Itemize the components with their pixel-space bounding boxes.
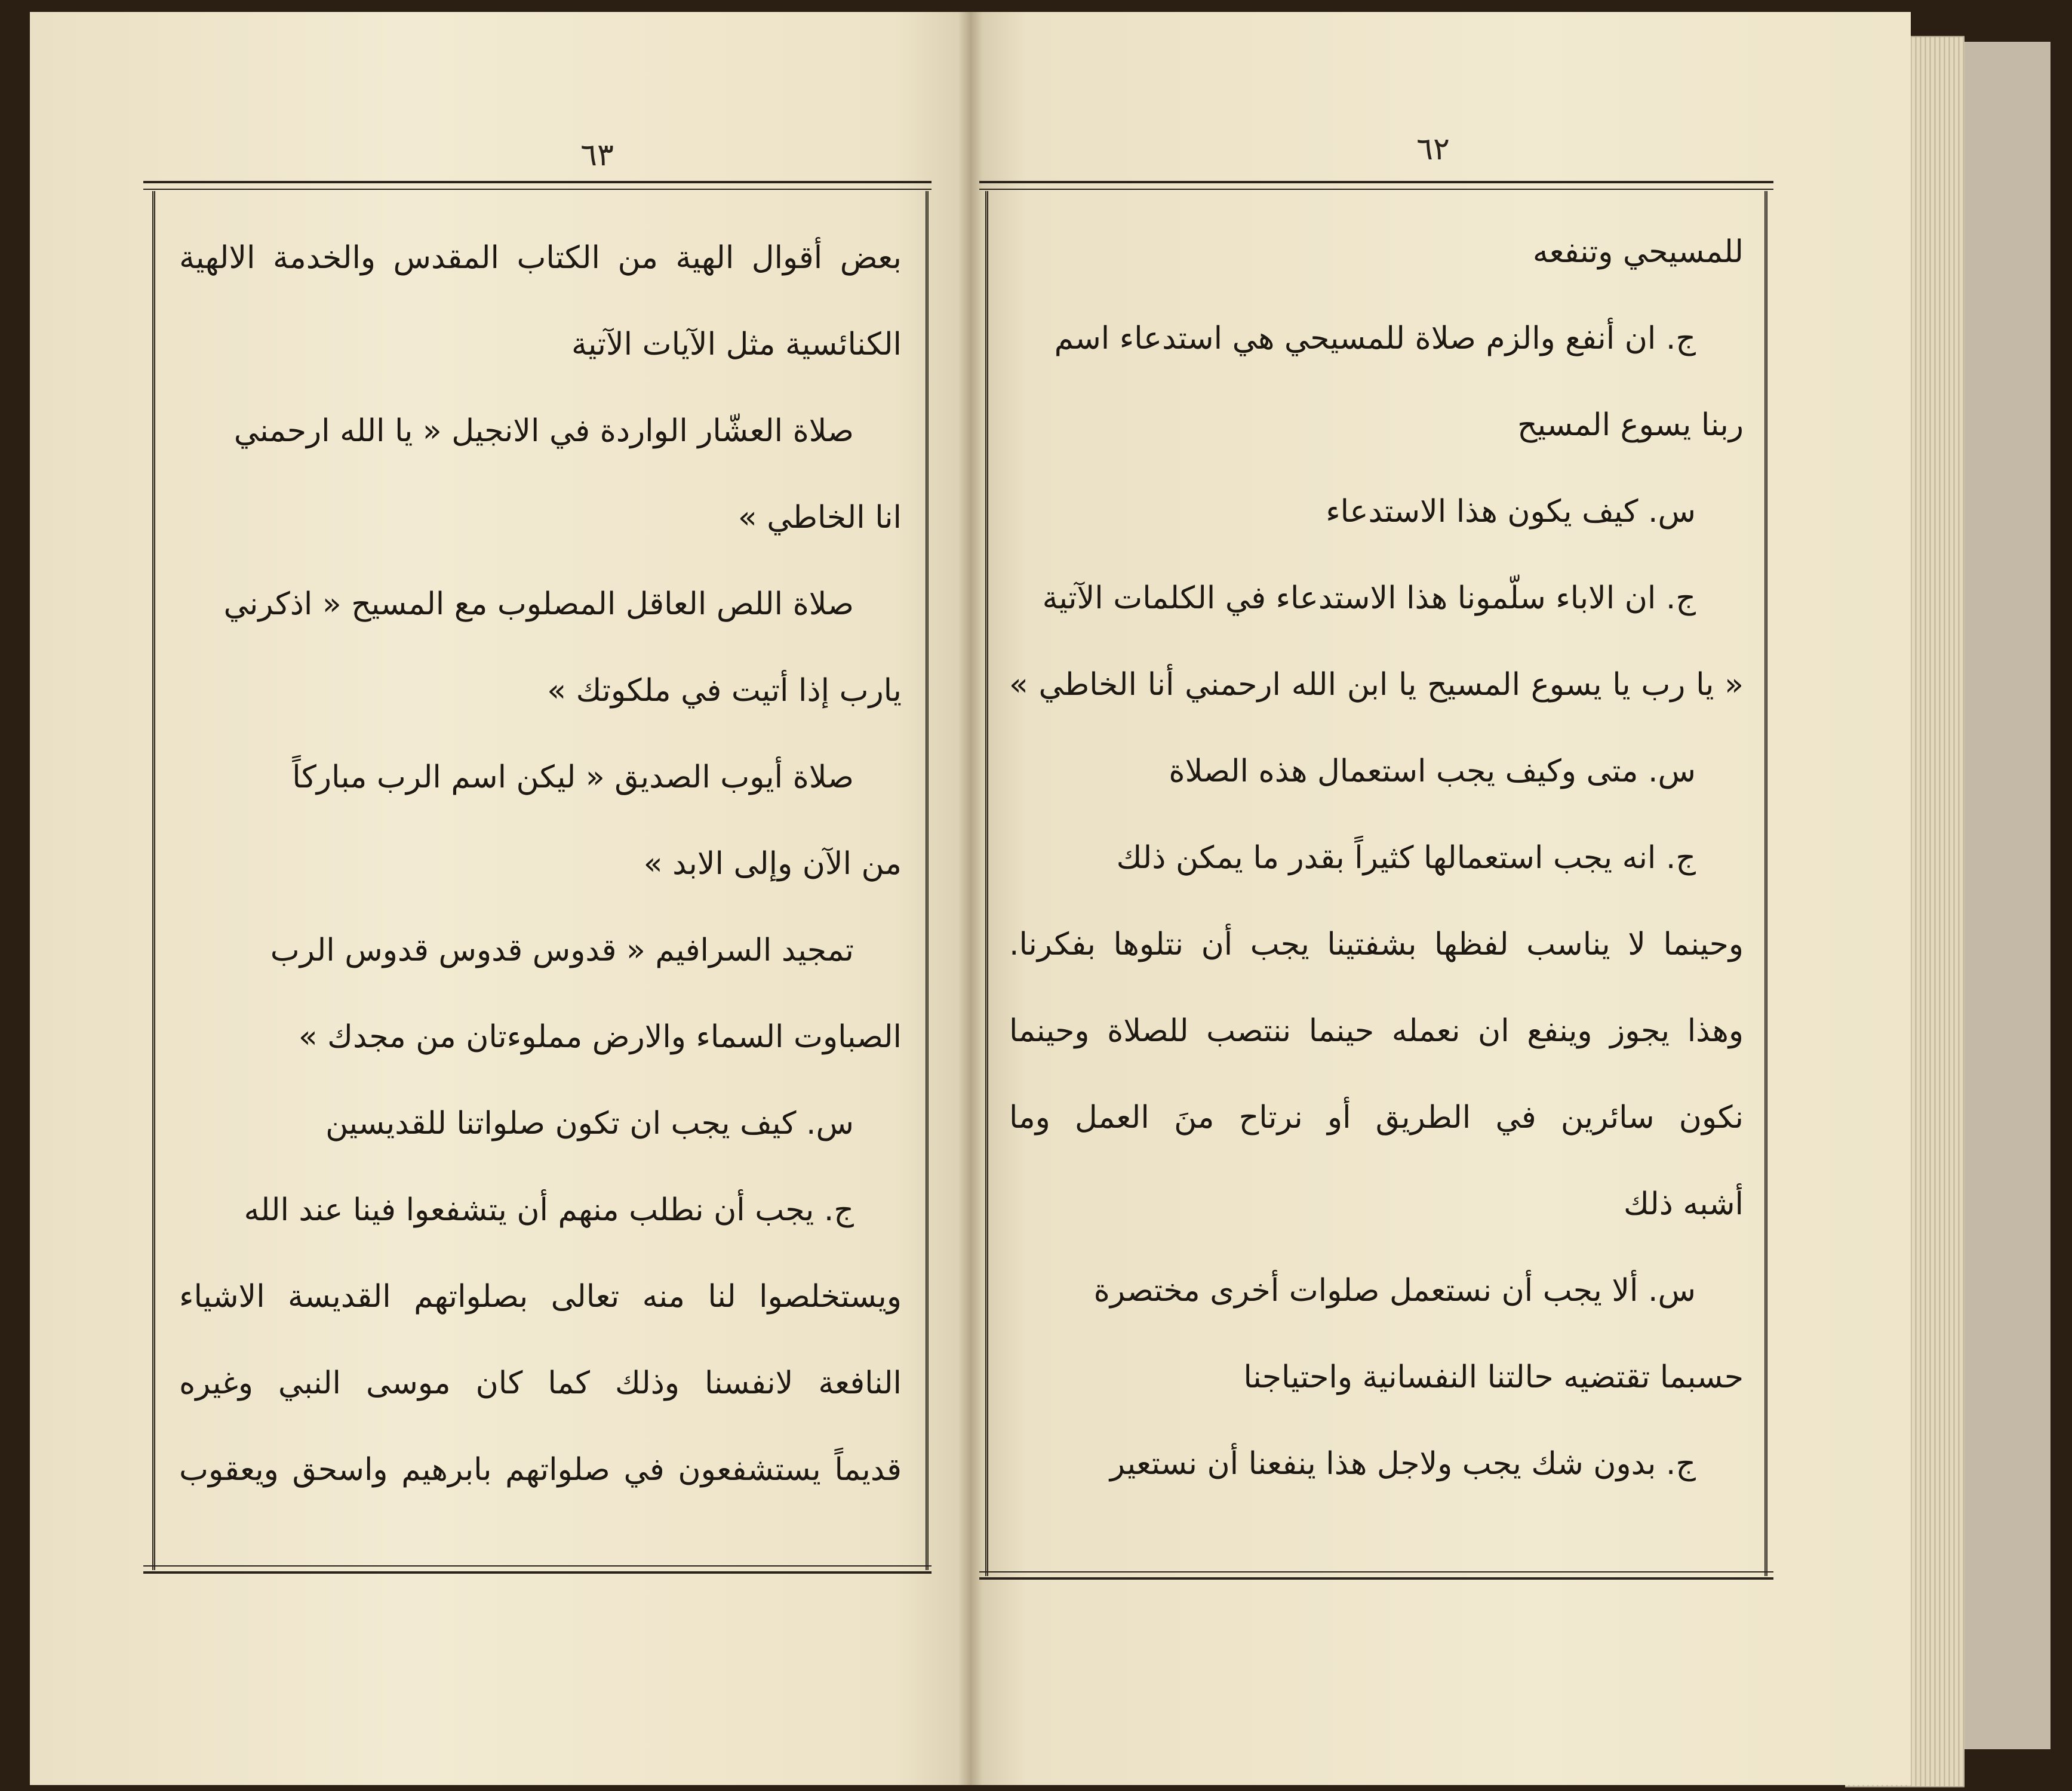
text-line: نكون سائرين في الطريق أو نرتاح منَ العمل وما (1009, 1100, 1744, 1135)
text-line: من الآن وإلى الابد » (643, 846, 902, 882)
text-line: صلاة أيوب الصديق « ليكن اسم الرب مباركاً (292, 759, 854, 795)
text-line: س. كيف يكون هذا الاستدعاء (1326, 494, 1696, 530)
text-line: قديماً يستشفعون في صلواتهم بابرهيم واسحق ويعقوب (179, 1452, 902, 1488)
right-bottom-rule (979, 1577, 1773, 1580)
right-page-text (1009, 209, 1744, 1507)
text-line: أشبه ذلك (1624, 1186, 1744, 1222)
text-line: الكنائسية مثل الآيات الآتية (571, 327, 902, 362)
text-line: ج. انه يجب استعمالها كثيراً بقدر ما يمكن ذلك (1116, 840, 1696, 876)
text-line: س. متى وكيف يجب استعمال هذه الصلاة (1169, 753, 1696, 789)
text-line: حسبما تقتضيه حالتنا النفسانية واحتياجنا (1243, 1359, 1744, 1395)
text-line: « يا رب يا يسوع المسيح يا ابن الله ارحمني أنا الخاطي » (1009, 667, 1744, 703)
text-line: ج. بدون شك يجب ولاجل هذا ينفعنا أن نستعير (1109, 1446, 1696, 1482)
text-line: ج. ان الاباء سلّمونا هذا الاستدعاء في الكلمات الآتية (1042, 580, 1696, 616)
text-line: ربنا يسوع المسيح (1517, 407, 1744, 443)
right-top-rule (979, 181, 1773, 183)
left-bottom-rule-inner (143, 1565, 932, 1567)
left-bottom-rule (143, 1571, 932, 1574)
text-line: وهذا يجوز وينفع ان نعمله حينما ننتصب للصلاة وحينما (1009, 1013, 1744, 1049)
text-line: صلاة اللص العاقل المصلوب مع المسيح « اذكرني (223, 586, 854, 622)
text-line: النافعة لانفسنا وذلك كما كان موسى النبي وغيره (179, 1365, 902, 1401)
text-line: انا الخاطي » (737, 500, 902, 536)
text-line: بعض أقوال الهية من الكتاب المقدس والخدمة الالهية (179, 240, 902, 276)
right-top-rule-inner (979, 189, 1773, 190)
text-line: ج. يجب أن نطلب منهم أن يتشفعوا فينا عند الله (244, 1192, 854, 1228)
right-bottom-rule-inner (979, 1571, 1773, 1572)
text-line: للمسيحي وتنفعه (1532, 234, 1744, 270)
left-top-rule-inner (143, 189, 932, 190)
right-page-number: ٦٢ (1416, 131, 1450, 167)
text-line: يارب إذا أتيت في ملكوتك » (547, 673, 902, 709)
open-book (30, 12, 1911, 1785)
text-line: ج. ان أنفع والزم صلاة للمسيحي هي استدعاء اسم (1054, 321, 1696, 356)
book-gutter (958, 12, 982, 1785)
text-line: تمجيد السرافيم « قدوس قدوس قدوس الرب (270, 933, 854, 968)
text-line: س. ألا يجب أن نستعمل صلوات أخرى مختصرة (1093, 1273, 1696, 1309)
left-page-text (179, 215, 902, 1513)
text-line: ويستخلصوا لنا منه تعالى بصلواتهم القديسة الاشياء (179, 1279, 902, 1315)
text-line: صلاة العشّار الواردة في الانجيل « يا الله ارحمني (233, 413, 854, 449)
left-page-number: ٦٣ (580, 137, 614, 173)
text-line: الصباوت السماء والارض مملوءتان من مجدك » (298, 1019, 902, 1055)
text-line: س. كيف يجب ان تكون صلواتنا للقديسين (325, 1106, 854, 1141)
left-top-rule (143, 181, 932, 183)
text-line: وحينما لا يناسب لفظها بشفتينا يجب أن نتلوها بفكرنا. (1009, 927, 1744, 962)
